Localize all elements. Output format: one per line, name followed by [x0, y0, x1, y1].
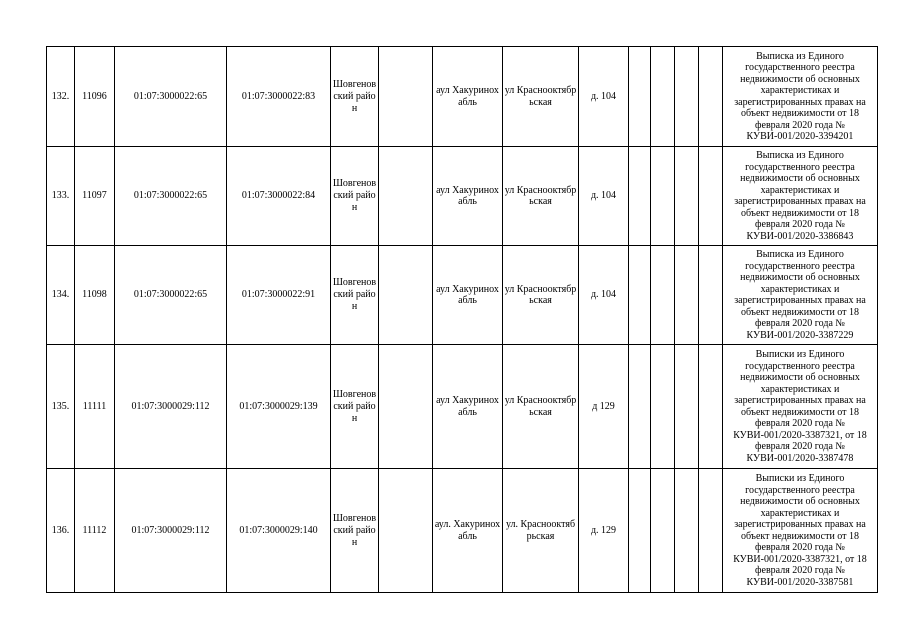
table-row [47, 246, 878, 345]
parent-cadastral-number-cell: 01:07:3000029:112 [115, 469, 227, 593]
property-registry-table [46, 46, 878, 593]
empty-cell [651, 469, 675, 593]
cadastral-number-cell: 01:07:3000029:140 [227, 469, 331, 593]
street-cell: ул Краснооктябрьская [503, 147, 579, 246]
street-cell: ул Краснооктябрьская [503, 47, 579, 147]
empty-cell [699, 47, 723, 147]
row-number-cell: 132. [47, 47, 75, 147]
empty-cell [379, 147, 433, 246]
empty-cell [629, 47, 651, 147]
settlement-cell: аул Хакуринохабль [433, 47, 503, 147]
empty-cell [675, 147, 699, 246]
document-reference-cell: Выписки из Единого государственного реестра недвижимости об основных характеристиках и зарегистрированных правах на объект недвижимости от 18 февраля 2020 года № КУВИ-001/2020-3387321, от 18 февраля 2020 года № КУВИ-001/2020-3387581 [723, 469, 878, 593]
object-id-cell: 11111 [75, 345, 115, 469]
empty-cell [675, 246, 699, 345]
document-reference-cell: Выписка из Единого государственного реестра недвижимости об основных характеристиках и зарегистрированных правах на объект недвижимости от 18 февраля 2020 года № КУВИ-001/2020-3394201 [723, 47, 878, 147]
object-id-cell: 11112 [75, 469, 115, 593]
house-number-cell: д 129 [579, 345, 629, 469]
street-cell: ул Краснооктябрьская [503, 246, 579, 345]
row-number-cell: 134. [47, 246, 75, 345]
table-row [47, 345, 878, 469]
object-id-cell: 11098 [75, 246, 115, 345]
document-reference-cell: Выписка из Единого государственного реестра недвижимости об основных характеристиках и зарегистрированных правах на объект недвижимости от 18 февраля 2020 года № КУВИ-001/2020-3387229 [723, 246, 878, 345]
object-id-cell: 11097 [75, 147, 115, 246]
table-row [47, 47, 878, 147]
empty-cell [675, 345, 699, 469]
parent-cadastral-number-cell: 01:07:3000022:65 [115, 47, 227, 147]
district-cell: Шовгеновский район [331, 345, 379, 469]
empty-cell [651, 47, 675, 147]
empty-cell [379, 246, 433, 345]
row-number-cell: 135. [47, 345, 75, 469]
settlement-cell: аул Хакуринохабль [433, 246, 503, 345]
empty-cell [675, 47, 699, 147]
empty-cell [699, 469, 723, 593]
cadastral-number-cell: 01:07:3000029:139 [227, 345, 331, 469]
empty-cell [629, 147, 651, 246]
district-cell: Шовгеновский район [331, 246, 379, 345]
district-cell: Шовгеновский район [331, 47, 379, 147]
object-id-cell: 11096 [75, 47, 115, 147]
empty-cell [651, 246, 675, 345]
empty-cell [379, 47, 433, 147]
cadastral-number-cell: 01:07:3000022:91 [227, 246, 331, 345]
street-cell: ул Краснооктябрьская [503, 345, 579, 469]
house-number-cell: д. 129 [579, 469, 629, 593]
district-cell: Шовгеновский район [331, 147, 379, 246]
settlement-cell: аул Хакуринохабль [433, 147, 503, 246]
empty-cell [699, 345, 723, 469]
settlement-cell: аул Хакуринохабль [433, 345, 503, 469]
cadastral-number-cell: 01:07:3000022:83 [227, 47, 331, 147]
table-row [47, 469, 878, 593]
document-reference-cell: Выписки из Единого государственного реестра недвижимости об основных характеристиках и зарегистрированных правах на объект недвижимости от 18 февраля 2020 года № КУВИ-001/2020-3387321, от 18 февраля 2020 года № КУВИ-001/2020-3387478 [723, 345, 878, 469]
table-row [47, 147, 878, 246]
empty-cell [699, 147, 723, 246]
empty-cell [675, 469, 699, 593]
empty-cell [629, 345, 651, 469]
empty-cell [651, 147, 675, 246]
parent-cadastral-number-cell: 01:07:3000022:65 [115, 147, 227, 246]
row-number-cell: 133. [47, 147, 75, 246]
house-number-cell: д. 104 [579, 147, 629, 246]
house-number-cell: д. 104 [579, 47, 629, 147]
empty-cell [651, 345, 675, 469]
empty-cell [699, 246, 723, 345]
house-number-cell: д. 104 [579, 246, 629, 345]
document-reference-cell: Выписка из Единого государственного реестра недвижимости об основных характеристиках и зарегистрированных правах на объект недвижимости от 18 февраля 2020 года № КУВИ-001/2020-3386843 [723, 147, 878, 246]
district-cell: Шовгеновский район [331, 469, 379, 593]
row-number-cell: 136. [47, 469, 75, 593]
empty-cell [629, 246, 651, 345]
street-cell: ул. Краснооктябрьская [503, 469, 579, 593]
empty-cell [379, 345, 433, 469]
empty-cell [379, 469, 433, 593]
empty-cell [629, 469, 651, 593]
parent-cadastral-number-cell: 01:07:3000022:65 [115, 246, 227, 345]
cadastral-number-cell: 01:07:3000022:84 [227, 147, 331, 246]
parent-cadastral-number-cell: 01:07:3000029:112 [115, 345, 227, 469]
settlement-cell: аул. Хакуринохабль [433, 469, 503, 593]
